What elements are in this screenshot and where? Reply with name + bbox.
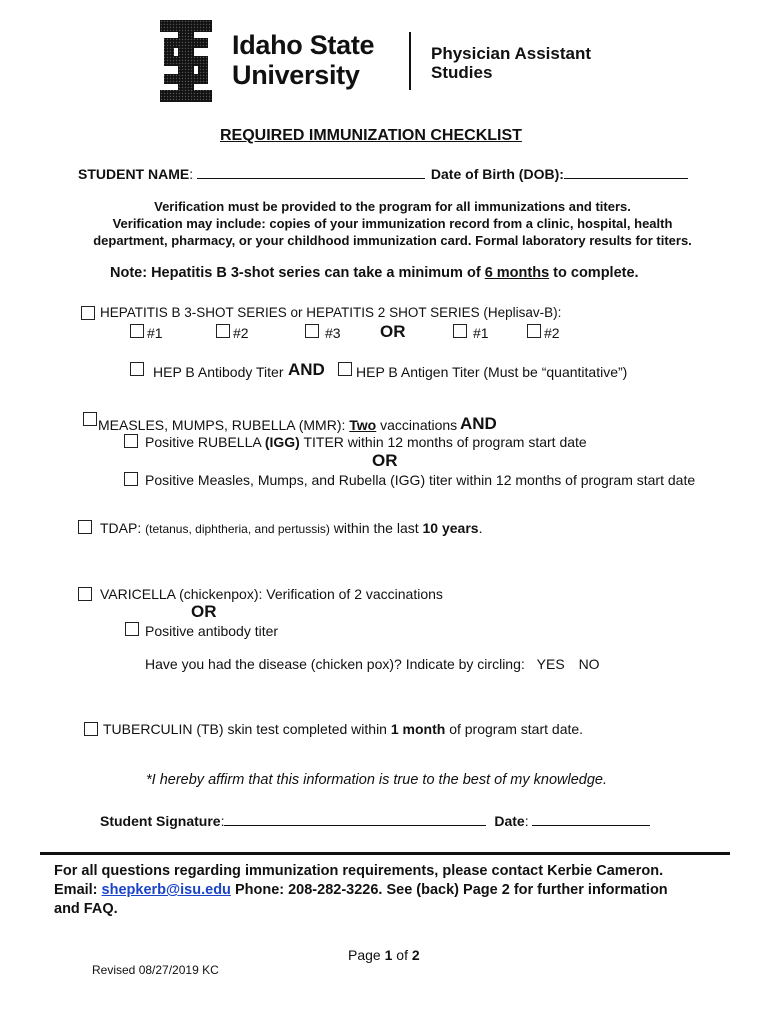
page-mid: of — [392, 947, 412, 963]
tb-month: 1 month — [390, 721, 446, 737]
hep-shot2-label: #2 — [233, 325, 249, 341]
isu-logo — [160, 20, 212, 102]
tb-checkbox[interactable] — [84, 722, 98, 736]
rubella-suffix: TITER within 12 months of program start date — [299, 434, 587, 450]
tdap-prefix: TDAP: — [100, 520, 146, 536]
email-label: Email: — [54, 882, 102, 898]
affirmation-text: *I hereby affirm that this information is true to the best of my knowledge. — [146, 772, 607, 788]
disease-question-text: Have you had the disease (chicken pox)? Indicate by circling: — [145, 656, 525, 672]
tdap-years: 10 years — [422, 520, 479, 536]
hep-antibody-checkbox[interactable] — [130, 362, 144, 376]
varicella-checkbox[interactable] — [78, 587, 92, 601]
mmr-titer-checkbox[interactable] — [124, 472, 138, 486]
signature-row: Student Signature: Date: — [100, 813, 650, 829]
hep-shot3-label: #3 — [325, 325, 341, 341]
hep-or: OR — [380, 322, 406, 341]
student-info-row: STUDENT NAME: Date of Birth (DOB): — [78, 166, 688, 182]
mmr-label — [98, 417, 457, 433]
mmr-or: OR — [372, 451, 398, 470]
page-total: 2 — [411, 947, 420, 963]
tdap-checkbox[interactable] — [78, 520, 92, 534]
student-name-field[interactable] — [197, 166, 425, 179]
rubella-prefix: Positive RUBELLA — [145, 434, 265, 450]
note-suffix: to complete. — [549, 265, 639, 281]
page-current: 1 — [384, 947, 393, 963]
signature-date-field[interactable] — [532, 813, 650, 826]
hep-antibody-label: HEP B Antibody Titer — [153, 364, 284, 380]
tdap-label — [100, 520, 482, 536]
tb-prefix: TUBERCULIN (TB) skin test completed within — [103, 721, 391, 737]
revised-date: Revised 08/27/2019 KC — [92, 963, 219, 977]
varicella-label: VARICELLA (chickenpox): Verification of 2 vaccinations — [100, 586, 443, 602]
rubella-igg: (IGG) — [264, 434, 300, 450]
contact-line2 — [54, 881, 668, 900]
hep-series-label: HEPATITIS B 3-SHOT SERIES or HEPATITIS 2 SHOT SERIES (Heplisav-B): — [100, 305, 562, 320]
note-underlined: 6 months — [484, 265, 550, 281]
contact-line1: For all questions regarding immunization requirements, please contact Kerbie Cameron. — [54, 863, 664, 879]
email-link[interactable]: shepkerb@isu.edu — [101, 882, 231, 898]
verification-line2: Verification may include: copies of your immunization record from a clinic, hospital, health — [112, 216, 673, 231]
mmr-and: AND — [460, 414, 497, 433]
contact-block — [54, 862, 668, 919]
department-name-line2: Studies — [431, 63, 493, 82]
hep-alt2-checkbox[interactable] — [527, 324, 541, 338]
mmr-two: Two — [349, 417, 377, 433]
dob-field[interactable] — [564, 166, 688, 179]
hepatitis-note — [110, 265, 639, 281]
mmr-rubella-checkbox[interactable] — [124, 434, 138, 448]
verification-line3: department, pharmacy, or your childhood immunization card. Formal laboratory results for titers. — [93, 233, 692, 248]
hep-alt2-label: #2 — [544, 325, 560, 341]
signature-date-label: Date — [494, 813, 525, 829]
contact-line3: and FAQ. — [54, 901, 118, 917]
isu-logo-mark — [160, 20, 212, 102]
varicella-titer-label: Positive antibody titer — [145, 623, 279, 639]
mmr-checkbox[interactable] — [83, 412, 97, 426]
tdap-end: . — [478, 520, 483, 536]
tdap-middle: within the last — [329, 520, 423, 536]
signature-label: Student Signature — [100, 813, 221, 829]
hep-and: AND — [288, 360, 325, 379]
mmr-rubella-label — [145, 434, 587, 450]
dob-label: Date of Birth (DOB) — [430, 166, 560, 182]
mmr-titer-label: Positive Measles, Mumps, and Rubella (IGG) titer within 12 months of program start date — [145, 472, 696, 488]
signature-field[interactable] — [224, 813, 486, 826]
page-number — [348, 947, 420, 963]
hep-shot1-label: #1 — [147, 325, 163, 341]
hep-alt1-checkbox[interactable] — [453, 324, 467, 338]
page-prefix: Page — [348, 947, 385, 963]
tb-suffix: of program start date. — [445, 721, 584, 737]
tdap-detail: (tetanus, diphtheria, and pertussis) — [145, 522, 330, 536]
varicella-disease-question — [145, 656, 600, 672]
student-name-label: STUDENT NAME — [78, 166, 190, 182]
varicella-titer-checkbox[interactable] — [125, 622, 139, 636]
yes-option[interactable]: YES — [536, 656, 565, 672]
hep-antigen-label: HEP B Antigen Titer (Must be “quantitative”) — [356, 364, 628, 380]
note-prefix: Note: Hepatitis B 3-shot series can take a minimum of — [110, 265, 485, 281]
hep-shot2-checkbox[interactable] — [216, 324, 230, 338]
phone-text: Phone: 208-282-3226. See (back) Page 2 for further information — [230, 882, 668, 898]
no-option[interactable]: NO — [578, 656, 600, 672]
hep-series-checkbox[interactable] — [81, 306, 95, 320]
verification-line1: Verification must be provided to the program for all immunizations and titers. — [154, 199, 631, 214]
hep-alt1-label: #1 — [473, 325, 489, 341]
university-name-line2: University — [232, 60, 360, 90]
verification-text — [60, 198, 725, 249]
tb-label — [103, 721, 583, 737]
mmr-label-suffix: vaccinations — [376, 417, 458, 433]
department-name-line1: Physician Assistant — [431, 44, 591, 63]
university-name-line1: Idaho State — [232, 30, 375, 60]
hep-antigen-checkbox[interactable] — [338, 362, 352, 376]
mmr-label-prefix: MEASLES, MUMPS, RUBELLA (MMR): — [98, 417, 350, 433]
varicella-or: OR — [191, 602, 217, 621]
hep-shot1-checkbox[interactable] — [130, 324, 144, 338]
hep-shot3-checkbox[interactable] — [305, 324, 319, 338]
page-title: REQUIRED IMMUNIZATION CHECKLIST — [220, 127, 522, 144]
section-divider — [40, 852, 730, 855]
logo-divider — [409, 32, 411, 90]
